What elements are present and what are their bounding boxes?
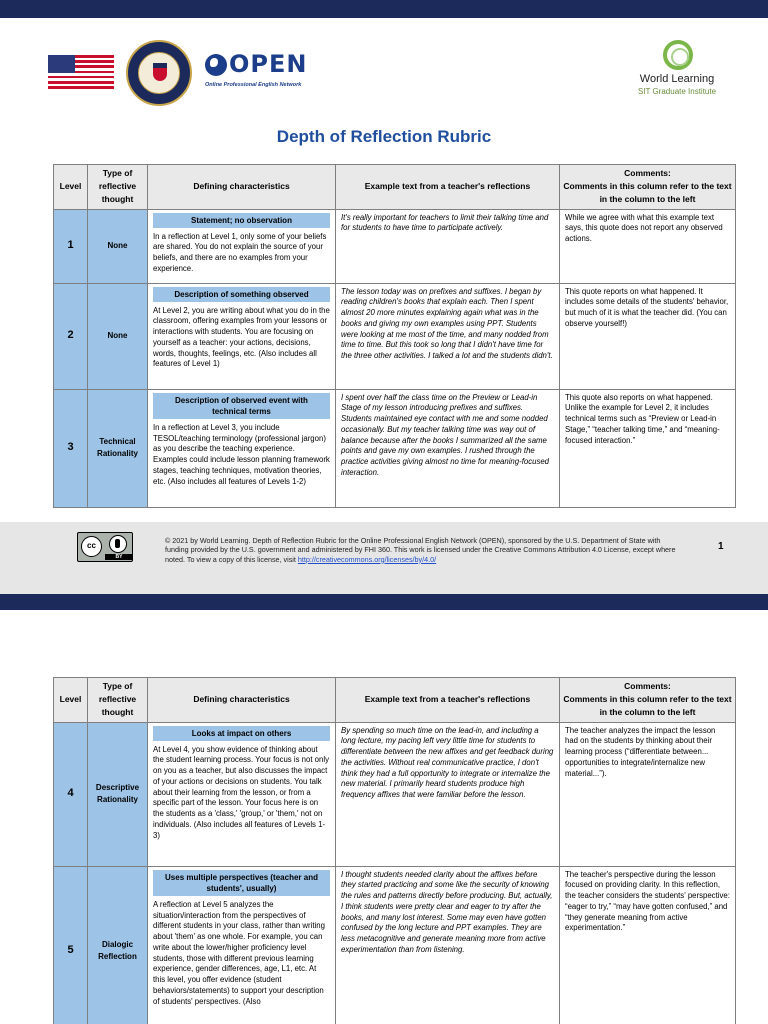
comment-cell: The teacher's perspective during the lesson focused on providing clarity. In this reflection, the teacher considers the students' perspective: “eager to try,” “may have gotten confused,” and “they generate meaning from active experimentation.”: [560, 866, 736, 1024]
example-cell: The lesson today was on prefixes and suffixes. I began by reading children's books that explain each. Then I spent almost 20 more minutes explaining again what was in the books and giving my own examples using PPT. Students were looking at me most of the time, and many nodded from time to time. But this took so long that I didn't have time for the three other activities. I talked a lot and the students didn't.: [336, 283, 560, 389]
defining-cell: [148, 866, 336, 1024]
state-department-seal-logo: [126, 40, 192, 106]
defining-heading: Looks at impact on others: [153, 726, 330, 741]
header-level: Level: [54, 165, 88, 210]
defining-heading: Statement; no observation: [153, 213, 330, 228]
cc-icon: cc: [81, 536, 102, 557]
world-learning-logo: [622, 40, 732, 100]
defining-cell: [148, 389, 336, 507]
example-cell: By spending so much time on the lead-in, and including a long lecture, my pacing left very little time for students to differentiate between the new affixes and get feedback during the activities. Without real communicative practice, I don't think they had a full opportunity to integrate or internalize the new material. I primarily heard students produce high frequency affixes that were familiar before the lesson.: [336, 722, 560, 866]
defining-description: A reflection at Level 5 analyzes the situation/interaction from the perspectives of different students in your class, rather than writing about 'them' as one whole. For example, you can write about the lower/higher proficiency level students, those with different previous learning experience, gender differences, age, L1, etc. At this level, you offer evidence (student behaviors/statements) to support your description of students' perspectives. (Also: [153, 899, 325, 1006]
type-cell: None: [88, 283, 148, 389]
top-banner: [0, 0, 768, 18]
level-cell: 1: [54, 209, 88, 283]
bottom-banner: [0, 594, 768, 610]
us-flag-logo: [48, 55, 114, 89]
header-type: Type of reflective thought: [88, 678, 148, 723]
header-comments-subtitle: Comments in this column refer to the text in the column to the left: [563, 181, 732, 205]
defining-heading: Description of something observed: [153, 287, 330, 302]
table-row: [54, 389, 736, 507]
header-defining: Defining characteristics: [148, 165, 336, 210]
type-cell: Technical Rationality: [88, 389, 148, 507]
defining-heading: Uses multiple perspectives (teacher and students', usually): [153, 870, 330, 896]
example-cell: It's really important for teachers to limit their talking time and for students to have time to participate actively.: [336, 209, 560, 283]
defining-description: At Level 4, you show evidence of thinking about the student learning process. Your focus is not only on you as a teacher, but also discusses the impact of your actions or decisions on students. You talk about their learning from the lesson, or from a specific part of the lesson. Your focus here is on the students as a 'class,' 'group,' or 'them,' not on individuals. (Also includes all features of Levels 1-3): [153, 744, 329, 840]
defining-cell: [148, 722, 336, 866]
table-row: [54, 722, 736, 866]
header-comments-subtitle: Comments in this column refer to the text in the column to the left: [563, 694, 732, 718]
license-text: [165, 536, 685, 564]
world-learning-ring-icon: [663, 40, 693, 70]
globe-icon: [205, 54, 227, 76]
license-link[interactable]: http://creativecommons.org/licenses/by/4.0/: [297, 554, 437, 564]
comment-cell: This quote reports on what happened. It includes some details of the students' behavior, but much of it is what the teacher did. (You can observe yourself!): [560, 283, 736, 389]
level-cell: 5: [54, 866, 88, 1024]
open-logo-subtitle: Online Professional English Network: [205, 82, 302, 88]
comment-cell: The teacher analyzes the impact the lesson had on the students by thinking about their learning process (“differentiate between... opportunities to integrate/internalize new material...”).: [560, 722, 736, 866]
header-example: Example text from a teacher's reflections: [336, 678, 560, 723]
defining-description: At Level 2, you are writing about what you do in the classroom, offering examples from your lessons or interactions with students. You are focusing on yourself as a teacher: your actions, decisions, words, thoughts, feelings, etc. (Also includes all features of Level 1): [153, 305, 330, 369]
open-logo-word: OPEN: [229, 50, 308, 78]
creative-commons-badge: [77, 532, 133, 562]
type-cell: None: [88, 209, 148, 283]
type-cell: Dialogic Reflection: [88, 866, 148, 1024]
document-title: Depth of Reflection Rubric: [276, 127, 492, 146]
example-cell: I spent over half the class time on the Preview or Lead-in Stage of my lesson introducing prefixes and suffixes. Students maintained eye contact with me and some nodded occasionally. But my teacher talking time was way out of balance because after the books I summarized all the same points and gave my own examples. I rushed through the practice activities giving almost no time for meaning-focused interaction.: [336, 389, 560, 507]
table-row: [54, 283, 736, 389]
defining-heading: Description of observed event with technical terms: [153, 393, 330, 419]
header-defining: Defining characteristics: [148, 678, 336, 723]
type-cell: Descriptive Rationality: [88, 722, 148, 866]
header-level: Level: [54, 678, 88, 723]
table-row: [54, 209, 736, 283]
header-type: Type of reflective thought: [88, 165, 148, 210]
rubric-table-page-2: [53, 677, 736, 1024]
comment-cell: This quote also reports on what happened. Unlike the example for Level 2, it includes technical terms such as “Preview or Lead-in Stage,” “teacher talking time,” and “meaning-focused interaction.”: [560, 389, 736, 507]
comment-cell: While we agree with what this example text says, this quote does not report any observed actions.: [560, 209, 736, 283]
level-cell: 2: [54, 283, 88, 389]
defining-description: In a reflection at Level 3, you include TESOL/teaching terminology (professional jargon) as you describe the teaching experience. Examples could include lesson planning framework stages, teaching techniques, motivation theories, etc. (Also includes all features of Levels 1-2): [153, 422, 330, 486]
level-cell: 3: [54, 389, 88, 507]
world-learning-name: World Learning: [639, 73, 715, 85]
defining-description: In a reflection at Level 1, only some of your beliefs are shared. You do not explain the source of your beliefs, and there are no examples from your experience.: [153, 231, 327, 273]
header-comments-title: Comments:: [624, 168, 671, 178]
world-learning-subtitle: SIT Graduate Institute: [637, 87, 717, 96]
example-cell: I thought students needed clarity about the affixes before they started practicing and some like the security of knowing the rules and patterns directly before producing. But, actually, I think students were pretty clear and eager to try after the books, and many lost interest. Some may even have gotten confused by the long lecture and PPT examples. They are less metacognitive and generate meaning more from active experimentation than from listening.: [336, 866, 560, 1024]
header-comments: [560, 165, 736, 210]
defining-cell: [148, 283, 336, 389]
header-example: Example text from a teacher's reflections: [336, 165, 560, 210]
rubric-table-page-1: [53, 164, 736, 508]
header-comments-title: Comments:: [624, 681, 671, 691]
license-body: © 2021 by World Learning. Depth of Reflection Rubric for the Online Professional English Network (OPEN), sponsored by the U.S. Department of State with funding provided by the U.S. government and administered by FHI 360. This work is licensed under the Creative Commons Attribution 4.0 License, except where noted. To view a copy of this license, visit: [165, 536, 676, 564]
attribution-person-icon: [109, 535, 127, 553]
level-cell: 4: [54, 722, 88, 866]
defining-cell: [148, 209, 336, 283]
header-comments: [560, 678, 736, 723]
page-number: 1: [718, 541, 724, 552]
cc-by-label: BY: [105, 554, 133, 560]
table-row: [54, 866, 736, 1024]
